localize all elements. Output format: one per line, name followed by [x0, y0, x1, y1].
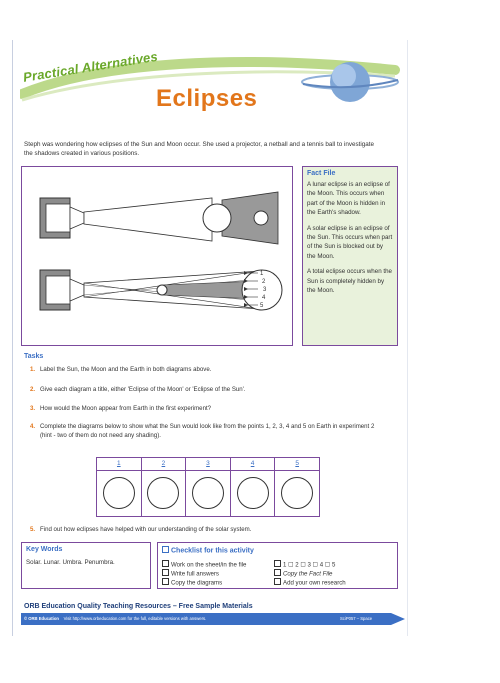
- sun-circle-1[interactable]: [103, 477, 135, 509]
- fact-solar: A solar eclipse is an eclipse of the Sun. This occurs when part of the Sun is blocked out by the Moon.: [307, 224, 393, 260]
- point-label-3: 3: [263, 287, 267, 293]
- experiment-2-diagram: [40, 270, 282, 310]
- point-label-2: 2: [262, 279, 266, 285]
- sun-circle-5[interactable]: [281, 477, 313, 509]
- footer-code: SciP057 – Space: [340, 616, 373, 621]
- task-item: 4. Complete the diagrams below to show what the Sun would look like from the points 1, 2, 3, 4 and 5 on Earth in experiment 2 (hint - two of them do not need any shading).: [30, 423, 375, 439]
- footer-title: ORB Education Quality Teaching Resources – Free Sample Materials: [24, 603, 253, 610]
- sun-appearance-table: [96, 457, 320, 517]
- fact-lunar: A lunar eclipse is an eclipse of the Moon. This occurs when part of the Moon is hidden in the Earth's shadow.: [307, 181, 390, 217]
- task-item: 5. Find out how eclipses have helped with our understanding of the solar system.: [30, 526, 252, 533]
- checklist-item[interactable]: Copy the Fact File: [274, 569, 332, 578]
- checklist-item[interactable]: Copy the diagrams: [162, 578, 222, 587]
- checklist-item[interactable]: 1 ☐ 2 ☐ 3 ☐ 4 ☐ 5: [274, 560, 335, 569]
- checkbox-icon[interactable]: [274, 578, 281, 585]
- task-item: 2. Give each diagram a title, either 'Eclipse of the Moon' or 'Eclipse of the Sun'.: [30, 386, 246, 393]
- checkbox-icon[interactable]: [162, 560, 169, 567]
- point-label-1: 1: [260, 271, 264, 277]
- sun-circle-2[interactable]: [147, 477, 179, 509]
- sun-column-1: 1: [97, 458, 142, 516]
- checklist-items: [162, 558, 393, 588]
- checklist-item[interactable]: Add your own research: [274, 578, 346, 587]
- key-words-box: [21, 542, 151, 589]
- fact-total: A total eclipse occurs when the Sun is completely hidden by the Moon.: [307, 268, 392, 295]
- subtitle-practical-alternatives: Practical Alternatives: [22, 48, 159, 85]
- checkbox-icon: [162, 546, 169, 553]
- key-words-text: Solar. Lunar. Umbra. Penumbra.: [26, 559, 115, 566]
- checkbox-icon[interactable]: [162, 578, 169, 585]
- checkbox-icon[interactable]: [162, 569, 169, 576]
- sun-column-3: 3: [186, 458, 231, 516]
- checklist-box: [157, 542, 398, 589]
- sun-column-4: 4: [231, 458, 276, 516]
- sun-column-5: 5: [275, 458, 319, 516]
- footer-info: © ORB Education Visit http://www.orbeducation.com for the full, editable versions with answers.: [24, 616, 207, 621]
- point-label-4: 4: [262, 295, 266, 301]
- point-label-5: 5: [260, 303, 264, 309]
- tasks-heading: Tasks: [24, 353, 44, 360]
- checklist-item[interactable]: Write full answers: [162, 569, 219, 578]
- checkbox-icon[interactable]: [274, 560, 281, 567]
- experiment-diagrams: [21, 166, 293, 346]
- checklist-title: Checklist for this activity: [162, 546, 393, 555]
- experiment-1-diagram: [40, 192, 278, 244]
- fact-file-title: Fact File: [307, 170, 336, 177]
- task-item: 3. How would the Moon appear from Earth in the first experiment?: [30, 405, 212, 412]
- task-item: 1. Label the Sun, the Moon and the Earth in both diagrams above.: [30, 366, 212, 373]
- sun-column-2: 2: [142, 458, 187, 516]
- sun-circle-4[interactable]: [237, 477, 269, 509]
- key-words-title: Key Words: [26, 546, 63, 553]
- fact-file: [302, 166, 398, 346]
- sun-circle-3[interactable]: [192, 477, 224, 509]
- checkbox-icon[interactable]: [274, 569, 281, 576]
- checklist-item[interactable]: Work on the sheet/in the file: [162, 560, 246, 569]
- eclipse-diagram: [22, 167, 292, 345]
- intro-text: Steph was wondering how eclipses of the Sun and Moon occur. She used a projector, a netball and a tennis ball to investigate the shadows created in various positions.: [24, 141, 375, 157]
- page-title: Eclipses: [156, 85, 258, 112]
